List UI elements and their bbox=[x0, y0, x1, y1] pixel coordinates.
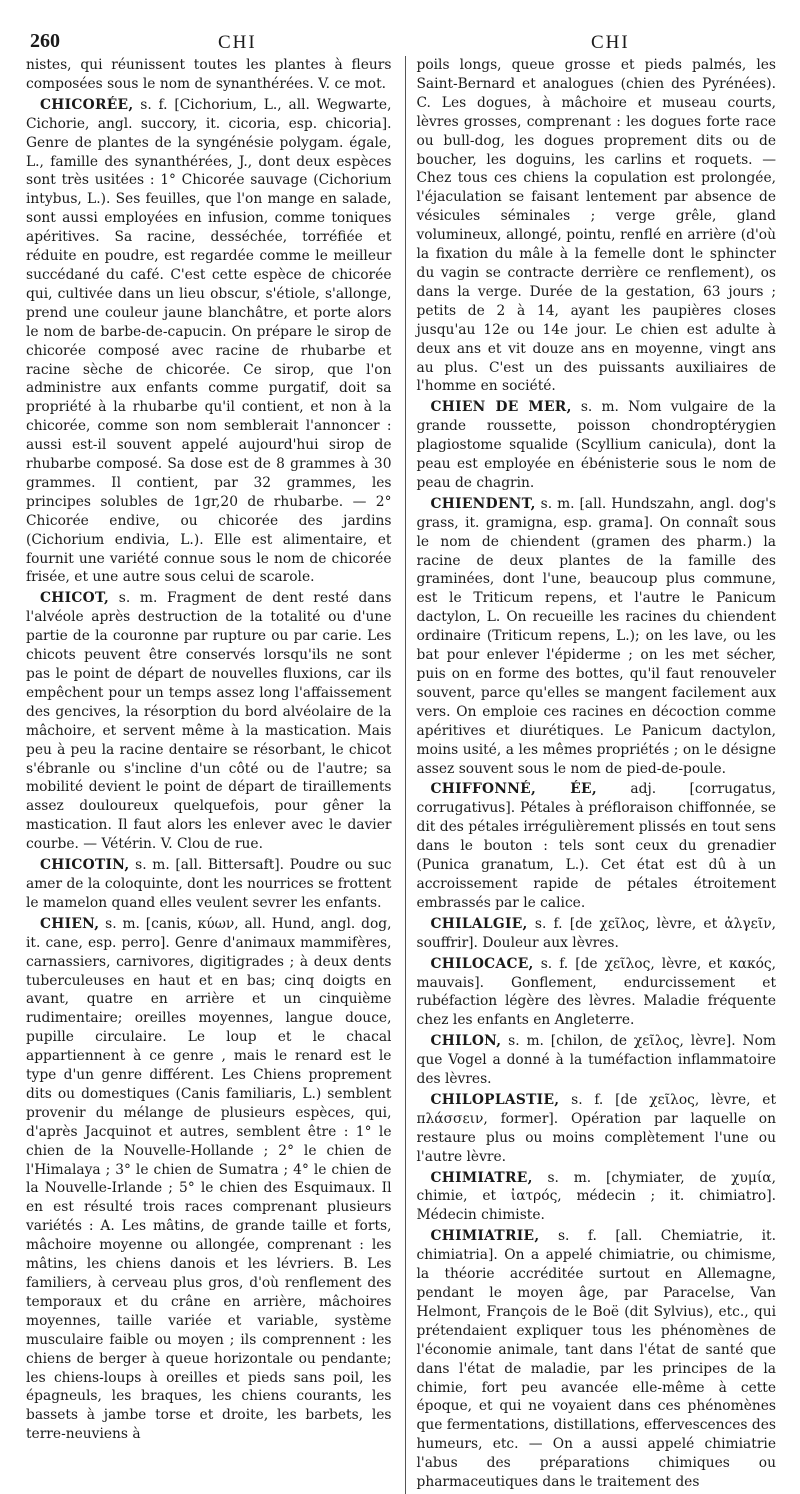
entry-headword: CHILALGIE, bbox=[430, 915, 528, 932]
left-column bbox=[26, 56, 391, 1494]
text-columns bbox=[26, 56, 776, 1494]
entry-paragraph bbox=[26, 589, 391, 854]
entry-headword: CHICORÉE, bbox=[40, 96, 134, 113]
entry-paragraph bbox=[416, 56, 776, 396]
right-column bbox=[405, 56, 776, 1494]
entry-text: s. m. [all. Hundszahn, angl. dog's grass, it. gramigna, esp. grama]. On connaît sous le nom de chiendent (gramen des pharm.) la racine de deux plantes de la famille des graminées, dont l'une, beaucoup plus commune, est le Triticum repens, et l'autre le Panicum dactylon, L. On recueille les racines du chiendent ordinaire (Triticum repens, L.); on les lave, ou les bat pour enlever l'épiderme ; on les met sécher, puis on en forme des bottes, qu'il faut renouveler souvent, parce qu'elles se mangent facilement aux vers. On emploie ces racines en décoction comme apéritives et diurétiques. Le Panicum dactylon, moins usité, a les mêmes propriétés ; on le désigne assez souvent sous le nom de pied-de-poule. bbox=[416, 495, 777, 777]
entry-paragraph bbox=[416, 1032, 776, 1089]
entry-headword: CHILON, bbox=[430, 1033, 502, 1050]
running-head-left: CHI bbox=[218, 32, 257, 53]
entry-headword: CHIENDENT, bbox=[430, 495, 536, 512]
entry-paragraph bbox=[26, 56, 391, 94]
entry-headword: CHILOPLASTIE, bbox=[430, 1091, 560, 1108]
entry-paragraph bbox=[26, 915, 391, 1444]
entry-text: s. f. [Cichorium, L., all. Wegwarte, Cichorie, angl. succory, it. cicoria, esp. chicoria]. Genre de plantes de la syngénésie polygam. égale, L., famille des synanthérées, J., dont deux espèces sont très usitées : 1° Chicorée sauvage (Cichorium intybus, L.). Ses feuilles, que l'on mange en salade, sont aussi employées en infusion, comme toniques apéritives. Sa racine, desséchée, torréfiée et réduite en poudre, est regardée comme le meilleur succédané du café. C'est cette espèce de chicorée qui, cultivée dans un lieu obscur, s'étiole, s'allonge, prend une couleur jaune blanchâtre, et porte alors le nom de barbe-de-capucin. On prépare le sirop de chicorée composé avec racine de rhubarbe et racine sèche de chicorée. Ce sirop, que l'on administre aux enfants comme purgatif, doit sa propriété à la rhubarbe qu'il contient, et non à la chicorée, comme son nom semblerait l'annoncer : aussi est-il souvent appelé aujourd'hui sirop de rhubarbe composé. Sa dose est de 8 grammes à 30 grammes. Il contient, par 32 grammes, les principes solubles de 1gr,20 de rhubarbe. — 2° Chicorée endive, ou chicorée des jardins (Cichorium endivia, L.). Elle est alimentaire, et fournit une variété connue sous le nom de chicorée frisée, et une autre sous celui de scarole. bbox=[26, 96, 392, 586]
entry-paragraph bbox=[26, 96, 391, 588]
entry-headword: CHIEN, bbox=[40, 915, 100, 932]
entry-text: s. m. [canis, κύων, all. Hund, angl. dog, it. cane, esp. perro]. Genre d'animaux mammifères, carnassiers, carnivores, digitigrades ; à deux dents tuberculeuses en haut et en bas; cinq doigts en avant, quatre en arrière et un cinquième rudimentaire; oreilles moyennes, langue douce, pupille circulaire. Le loup et le chacal appartiennent à ce genre , mais le renard est le type d'un genre différent. Les Chiens proprement dits ou domestiques (Canis familiaris, L.) semblent provenir du mélange de plusieurs espèces, qui, d'après Jacquinot et autres, semblent être : 1° le chien de la Nouvelle-Hollande ; 2° le chien de l'Himalaya ; 3° le chien de Sumatra ; 4° le chien de la Nouvelle-Irlande ; 5° le chien des Esquimaux. Il en est résulté trois races comprenant plusieurs variétés : A. Les mâtins, de grande taille et forts, mâchoire moyenne ou allongée, comprenant : les mâtins, les chiens danois et les lévriers. B. Les familiers, à cerveau plus gros, d'où renflement des temporaux et du crâne en arrière, mâchoires moyennes, taille variée et variable, système musculaire faible ou moyen ; ils comprennent : les chiens de berger à queue horizontale ou pendante; les chiens-loups à oreilles et pieds sans poil, les épagneuls, les braques, les chiens courants, les bassets à jambe torse et droite, les barbets, les terre-neuviens à bbox=[26, 915, 392, 1443]
running-head-right: CHI bbox=[591, 32, 630, 53]
entry-paragraph bbox=[416, 780, 776, 912]
entry-text: s. m. Fragment de dent resté dans l'alvéole après destruction de la totalité ou d'une partie de la couronne par rupture ou par carie. Les chicots peuvent être conservés lorsqu'ils ne sont pas le point de départ de nouvelles fluxions, car ils empêchent pour un temps assez long l'affaissement des gencives, la résorption du bord alvéolaire de la mâchoire, et servent même à la mastication. Mais peu à peu la racine dentaire se résorbant, le chicot s'ébranle ou s'incline d'un côté ou de l'autre; sa mobilité devient le point de départ de tiraillements assez douloureux quelquefois, pour gêner la mastication. Il faut alors les enlever avec le davier courbe. — Vétérin. V. Clou de rue. bbox=[26, 590, 392, 853]
entry-text: s. m. Nom vulgaire de la grande roussette, poisson chondroptérygien plagiostome squalide (Scyllium canicula), dont la peau est employée en ébénisterie sous le nom de peau de chagrin. bbox=[416, 399, 776, 491]
entry-text: poils longs, queue grosse et pieds palmés, les Saint-Bernard et analogues (chien des Pyrénées). C. Les dogues, à mâchoire et museau courts, lèvres grosses, comprenant : les dogues forte race ou bull-dog, les dogues proprement dits ou de boucher, les doguins, les carlins et roquets. — Chez tous ces chiens la copulation est prolongée, l'éjaculation se faisant lentement par absence de vésicules séminales ; verge grêle, gland volumineux, allongé, pointu, renflé en arrière (d'où la fixation du mâle à la femelle dont le sphincter du vagin se contracte derrière ce renflement), os dans la verge. Durée de la gestation, 63 jours ; petits de 2 à 14, ayant les paupières closes jusqu'au 12e ou 14e jour. Le chien est adulte à deux ans et vit douze ans en moyenne, vingt ans au plus. C'est un des puissants auxiliaires de l'homme en société. bbox=[416, 57, 776, 395]
entry-paragraph bbox=[416, 915, 776, 953]
entry-headword: CHIEN DE MER, bbox=[430, 399, 572, 416]
entry-paragraph bbox=[416, 398, 776, 493]
entry-headword: CHICOTIN, bbox=[40, 857, 130, 874]
entry-text: nistes, qui réunissent toutes les plantes à fleurs composées sous le nom de synanthérées. V. ce mot. bbox=[26, 57, 392, 92]
entry-headword: CHILOCACE, bbox=[430, 955, 534, 972]
entry-paragraph bbox=[416, 495, 776, 779]
entry-text: s. f. [de χεῖλος, lèvre, et κακός, mauvais]. Gonflement, endurcissement et rubéfaction légère des lèvres. Maladie fréquente chez les enfants en Angleterre. bbox=[416, 955, 776, 1029]
entry-headword: CHICOT, bbox=[40, 590, 110, 607]
entry-paragraph bbox=[416, 955, 776, 1031]
page-header bbox=[26, 20, 776, 56]
entry-text: s. f. [de χεῖλος, lèvre, et πλάσσειν, former]. Opération par laquelle on restaure plus ou moins complètement l'une ou l'autre lèvre. bbox=[416, 1091, 776, 1165]
entry-paragraph bbox=[26, 856, 391, 913]
page-number: 260 bbox=[30, 30, 60, 52]
entry-text: adj. [corrugatus, corrugativus]. Pétales à préfloraison chiffonnée, se dit des pétales irrégulièrement plissés en tout sens dans le bouton : tels sont ceux du grenadier (Punica granatum, L.). Cet état est dû à un accroissement rapide de pétales étroitement embrassés par le calice. bbox=[416, 781, 776, 911]
entry-headword: CHIMIATRE, bbox=[430, 1169, 533, 1186]
entry-text: s. f. [all. Chemiatrie, it. chimiatria]. On a appelé chimiatrie, ou chimisme, la théorie accréditée surtout en Allemagne, pendant le moyen âge, par Paracelse, Van Helmont, François de le Boë (dit Sylvius), etc., qui prétendaient expliquer tous les phénomènes de l'économie animale, tant dans l'état de santé que dans l'état de maladie, par les principes de la chimie, fort peu avancée elle-même à cette époque, et qui ne voyaient dans ces phénomènes que fermentations, distillations, effervescences des humeurs, etc. — On a aussi appelé chimiatrie l'abus des préparations chimiques ou pharmaceutiques dans le traitement des bbox=[416, 1228, 776, 1491]
entry-paragraph bbox=[416, 1169, 776, 1226]
entry-headword: CHIMIATRIE, bbox=[430, 1228, 540, 1245]
entry-paragraph bbox=[416, 1227, 776, 1492]
entry-headword: CHIFFONNÉ, ÉE, bbox=[430, 781, 597, 798]
entry-text: s. m. [chymiater, de χυμία, chimie, et ἰατρός, médecin ; it. chimiatro]. Médecin chimiste. bbox=[416, 1169, 776, 1224]
entry-text: s. m. [chilon, de χεῖλος, lèvre]. Nom que Vogel a donné à la tuméfaction inflammatoire des lèvres. bbox=[416, 1033, 776, 1088]
entry-text: s. f. [de χεῖλος, lèvre, et ἀλγεῖν, souffrir]. Douleur aux lèvres. bbox=[416, 915, 777, 951]
entry-paragraph bbox=[416, 1091, 776, 1167]
entry-text: s. m. [all. Bittersaft]. Poudre ou suc amer de la coloquinte, dont les nourrices se frottent le mamelon quand elles veulent sevrer les enfants. bbox=[26, 857, 392, 911]
